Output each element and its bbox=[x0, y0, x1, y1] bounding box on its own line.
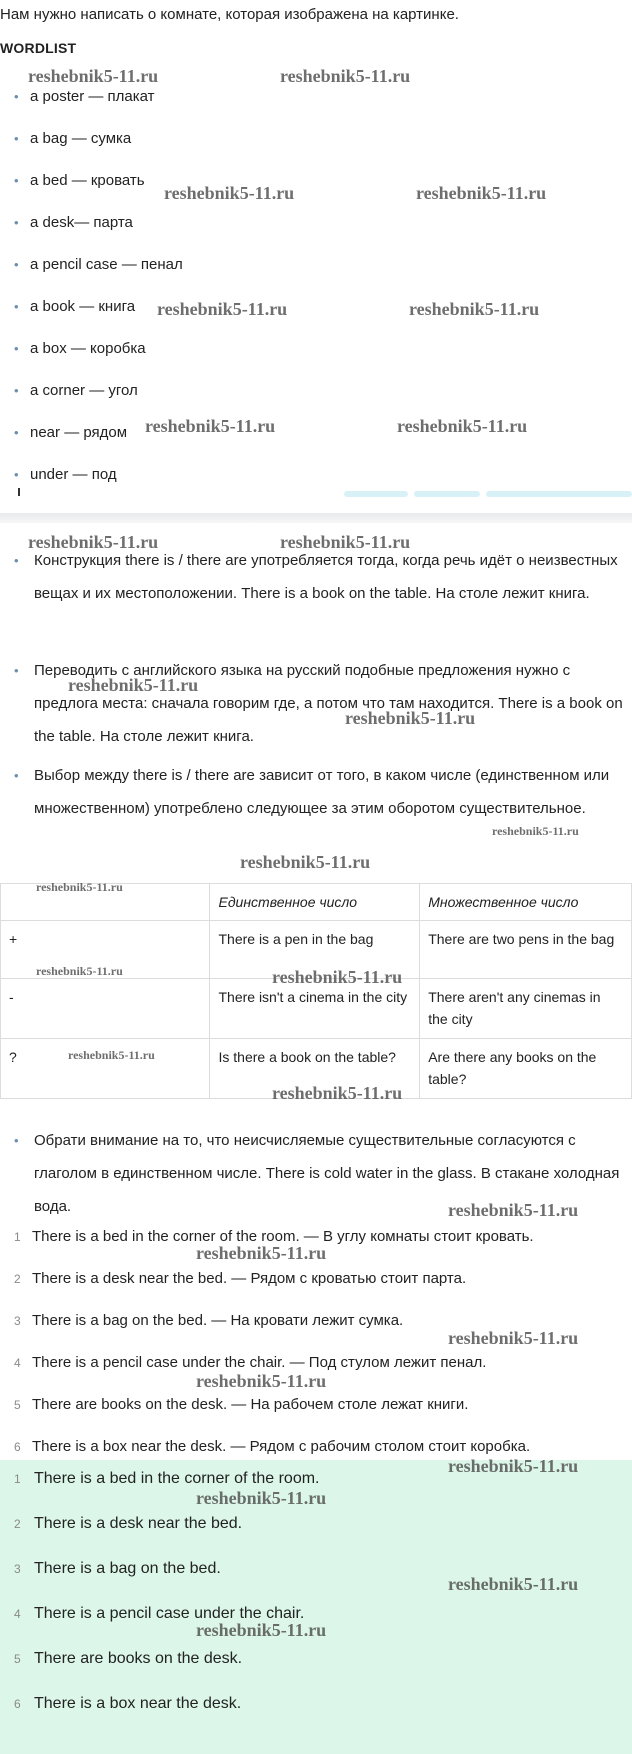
watermark: reshebnik5-11.ru bbox=[280, 66, 411, 86]
list-item: • a bed — кровать bbox=[14, 172, 145, 189]
answer-item: 1 There is a bed in the corner of the room. bbox=[14, 1470, 320, 1487]
list-item: • a bag — сумка bbox=[14, 130, 132, 147]
watermark: reshebnik5-11.ru bbox=[240, 852, 371, 872]
grammar-table bbox=[0, 883, 632, 1099]
watermark: reshebnik5-11.ru bbox=[145, 416, 276, 436]
bullet-icon: • bbox=[14, 131, 19, 146]
table-header-cell: Множественное число bbox=[420, 884, 632, 921]
watermark: reshebnik5-11.ru bbox=[196, 1371, 327, 1391]
example-item: 1 There is a bed in the corner of the room. — В углу комнаты стоит кровать. bbox=[14, 1228, 534, 1245]
watermark: reshebnik5-11.ru bbox=[157, 299, 288, 319]
list-item: • a box — коробка bbox=[14, 340, 146, 357]
watermark: reshebnik5-11.ru bbox=[164, 183, 295, 203]
bullet-icon: • bbox=[14, 383, 19, 398]
watermark: reshebnik5-11.ru bbox=[397, 416, 528, 436]
table-cell: Are there any books on the table? bbox=[420, 1039, 632, 1099]
note-item: • Обрати внимание на то, что неисчисляемые существительные согласуются с глаголом в единственном числе. There is cold water in the glass. В стакане холодная вода. bbox=[14, 1124, 624, 1223]
watermark: reshebnik5-11.ru bbox=[36, 964, 123, 978]
bullet-icon: • bbox=[14, 299, 19, 314]
watermark: reshebnik5-11.ru bbox=[36, 880, 123, 894]
table-cell: + bbox=[1, 921, 210, 979]
answer-item: 5 There are books on the desk. bbox=[14, 1650, 243, 1667]
answer-item: 3 There is a bag on the bed. bbox=[14, 1560, 221, 1577]
watermark: reshebnik5-11.ru bbox=[280, 532, 411, 552]
example-item: 5 There are books on the desk. — На рабочем столе лежат книги. bbox=[14, 1396, 469, 1413]
table-cell: There is a pen in the bag bbox=[210, 921, 420, 979]
list-item: • a book — книга bbox=[14, 298, 136, 315]
table-cell: There aren't any cinemas in the city bbox=[420, 979, 632, 1039]
table-cell: Is there a book on the table? bbox=[210, 1039, 420, 1099]
example-item: 3 There is a bag on the bed. — На кровати лежит сумка. bbox=[14, 1312, 404, 1329]
watermark: reshebnik5-11.ru bbox=[196, 1488, 327, 1508]
watermark: reshebnik5-11.ru bbox=[416, 183, 547, 203]
decor-bar bbox=[414, 491, 480, 497]
cursor-mark bbox=[18, 488, 20, 496]
decor-bar bbox=[486, 491, 632, 497]
list-item: • a pencil case — пенал bbox=[14, 256, 183, 273]
answer-item: 4 There is a pencil case under the chair. bbox=[14, 1605, 305, 1622]
intro-text: Нам нужно написать о комнате, которая изображена на картинке. bbox=[0, 6, 459, 23]
bullet-icon: • bbox=[14, 215, 19, 230]
watermark: reshebnik5-11.ru bbox=[28, 532, 159, 552]
answer-item: 6 There is a box near the desk. bbox=[14, 1695, 242, 1712]
watermark: reshebnik5-11.ru bbox=[345, 708, 476, 728]
table-cell: ? bbox=[1, 1039, 210, 1099]
watermark: reshebnik5-11.ru bbox=[409, 299, 540, 319]
bullet-icon: • bbox=[14, 768, 19, 783]
bullet-icon: • bbox=[14, 89, 19, 104]
bullet-icon: • bbox=[14, 257, 19, 272]
list-item: • a corner — угол bbox=[14, 382, 138, 399]
watermark: reshebnik5-11.ru bbox=[272, 967, 403, 987]
example-item: 2 There is a desk near the bed. — Рядом с кроватью стоит парта. bbox=[14, 1270, 467, 1287]
wordlist-title: WORDLIST bbox=[0, 40, 77, 56]
bullet-icon: • bbox=[14, 1133, 19, 1148]
watermark: reshebnik5-11.ru bbox=[68, 675, 199, 695]
rule-item: • Выбор между there is / there are зависит от того, в каком числе (единственном или множественном) употреблено следующее за этим оборотом существительное. bbox=[14, 759, 624, 825]
list-item: • a poster — плакат bbox=[14, 88, 155, 105]
watermark: reshebnik5-11.ru bbox=[448, 1200, 579, 1220]
watermark: reshebnik5-11.ru bbox=[272, 1083, 403, 1103]
watermark: reshebnik5-11.ru bbox=[68, 1048, 155, 1062]
bullet-icon: • bbox=[14, 663, 19, 678]
table-cell: There isn't a cinema in the city bbox=[210, 979, 420, 1039]
answer-item: 2 There is a desk near the bed. bbox=[14, 1515, 243, 1532]
table-cell: There are two pens in the bag bbox=[420, 921, 632, 979]
watermark: reshebnik5-11.ru bbox=[196, 1243, 327, 1263]
bullet-icon: • bbox=[14, 467, 19, 482]
list-item: • under — под bbox=[14, 466, 117, 483]
example-item: 4 There is a pencil case under the chair. — Под стулом лежит пенал. bbox=[14, 1354, 487, 1371]
watermark: reshebnik5-11.ru bbox=[492, 824, 579, 838]
example-item: 6 There is a box near the desk. — Рядом с рабочим столом стоит коробка. bbox=[14, 1438, 531, 1455]
rule-item: • Переводить с английского языка на русский подобные предложения нужно с предлога места: сначала говорим где, а потом что там находится. There is a book on the table. На столе лежит книга. bbox=[14, 654, 624, 753]
bullet-icon: • bbox=[14, 425, 19, 440]
list-item: • near — рядом bbox=[14, 424, 128, 441]
bullet-icon: • bbox=[14, 341, 19, 356]
watermark: reshebnik5-11.ru bbox=[448, 1574, 579, 1594]
table-header-cell: Единственное число bbox=[210, 884, 420, 921]
watermark: reshebnik5-11.ru bbox=[28, 66, 159, 86]
table-cell: - bbox=[1, 979, 210, 1039]
watermark: reshebnik5-11.ru bbox=[448, 1328, 579, 1348]
watermark: reshebnik5-11.ru bbox=[196, 1620, 327, 1640]
watermark: reshebnik5-11.ru bbox=[448, 1456, 579, 1476]
bullet-icon: • bbox=[14, 553, 19, 568]
list-item: • a desk— парта bbox=[14, 214, 133, 231]
decor-bar bbox=[344, 491, 408, 497]
rule-item: • Конструкция there is / there are употребляется тогда, когда речь идёт о неизвестных вещах и их местоположении. There is a book on the table. На столе лежит книга. bbox=[14, 544, 624, 610]
section-divider bbox=[0, 513, 632, 523]
bullet-icon: • bbox=[14, 173, 19, 188]
